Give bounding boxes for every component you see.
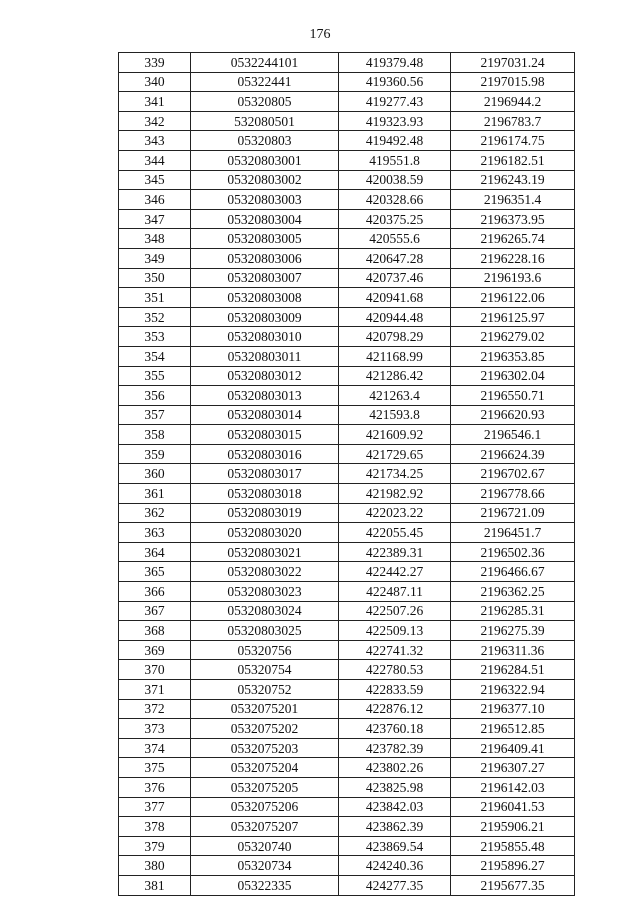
y-coordinate-cell: 2196311.36 bbox=[451, 640, 575, 660]
row-number-cell: 377 bbox=[119, 797, 191, 817]
table-row bbox=[119, 582, 575, 602]
x-coordinate-cell: 422876.12 bbox=[339, 699, 451, 719]
y-coordinate-cell: 2196142.03 bbox=[451, 777, 575, 797]
y-coordinate-cell: 2196373.95 bbox=[451, 209, 575, 229]
code-cell: 0532075205 bbox=[191, 777, 339, 797]
y-coordinate-cell: 2196275.39 bbox=[451, 621, 575, 641]
code-cell: 532080501 bbox=[191, 111, 339, 131]
row-number-cell: 363 bbox=[119, 523, 191, 543]
row-number-cell: 349 bbox=[119, 248, 191, 268]
table-row bbox=[119, 523, 575, 543]
code-cell: 05320756 bbox=[191, 640, 339, 660]
code-cell: 05320803009 bbox=[191, 307, 339, 327]
x-coordinate-cell: 423825.98 bbox=[339, 777, 451, 797]
y-coordinate-cell: 2196624.39 bbox=[451, 444, 575, 464]
y-coordinate-cell: 2196778.66 bbox=[451, 484, 575, 504]
code-cell: 05320803025 bbox=[191, 621, 339, 641]
y-coordinate-cell: 2196228.16 bbox=[451, 248, 575, 268]
code-cell: 0532075203 bbox=[191, 738, 339, 758]
y-coordinate-cell: 2195896.27 bbox=[451, 856, 575, 876]
code-cell: 05320803003 bbox=[191, 190, 339, 210]
coordinates-table bbox=[118, 52, 575, 896]
row-number-cell: 339 bbox=[119, 53, 191, 73]
code-cell: 0532075207 bbox=[191, 817, 339, 837]
row-number-cell: 365 bbox=[119, 562, 191, 582]
x-coordinate-cell: 423862.39 bbox=[339, 817, 451, 837]
y-coordinate-cell: 2196285.31 bbox=[451, 601, 575, 621]
x-coordinate-cell: 422442.27 bbox=[339, 562, 451, 582]
code-cell: 05320803008 bbox=[191, 288, 339, 308]
table-row bbox=[119, 817, 575, 837]
y-coordinate-cell: 2196721.09 bbox=[451, 503, 575, 523]
table-row bbox=[119, 248, 575, 268]
row-number-cell: 368 bbox=[119, 621, 191, 641]
row-number-cell: 354 bbox=[119, 346, 191, 366]
y-coordinate-cell: 2196302.04 bbox=[451, 366, 575, 386]
x-coordinate-cell: 424277.35 bbox=[339, 875, 451, 895]
table-row bbox=[119, 542, 575, 562]
y-coordinate-cell: 2196377.10 bbox=[451, 699, 575, 719]
y-coordinate-cell: 2196620.93 bbox=[451, 405, 575, 425]
page-number: 176 bbox=[309, 27, 331, 42]
row-number-cell: 352 bbox=[119, 307, 191, 327]
table-row bbox=[119, 131, 575, 151]
x-coordinate-cell: 421263.4 bbox=[339, 386, 451, 406]
row-number-cell: 353 bbox=[119, 327, 191, 347]
code-cell: 05320803002 bbox=[191, 170, 339, 190]
row-number-cell: 355 bbox=[119, 366, 191, 386]
x-coordinate-cell: 423869.54 bbox=[339, 836, 451, 856]
code-cell: 05322335 bbox=[191, 875, 339, 895]
y-coordinate-cell: 2196174.75 bbox=[451, 131, 575, 151]
x-coordinate-cell: 420941.68 bbox=[339, 288, 451, 308]
y-coordinate-cell: 2196284.51 bbox=[451, 660, 575, 680]
table-row bbox=[119, 836, 575, 856]
y-coordinate-cell: 2196502.36 bbox=[451, 542, 575, 562]
x-coordinate-cell: 420038.59 bbox=[339, 170, 451, 190]
table-row bbox=[119, 601, 575, 621]
code-cell: 05320803018 bbox=[191, 484, 339, 504]
row-number-cell: 346 bbox=[119, 190, 191, 210]
code-cell: 05320803011 bbox=[191, 346, 339, 366]
row-number-cell: 343 bbox=[119, 131, 191, 151]
row-number-cell: 358 bbox=[119, 425, 191, 445]
code-cell: 05320803004 bbox=[191, 209, 339, 229]
x-coordinate-cell: 422507.26 bbox=[339, 601, 451, 621]
row-number-cell: 374 bbox=[119, 738, 191, 758]
row-number-cell: 351 bbox=[119, 288, 191, 308]
row-number-cell: 370 bbox=[119, 660, 191, 680]
row-number-cell: 376 bbox=[119, 777, 191, 797]
y-coordinate-cell: 2196322.94 bbox=[451, 680, 575, 700]
code-cell: 05320803007 bbox=[191, 268, 339, 288]
y-coordinate-cell: 2196466.67 bbox=[451, 562, 575, 582]
y-coordinate-cell: 2196182.51 bbox=[451, 150, 575, 170]
table-row bbox=[119, 699, 575, 719]
code-cell: 05320803014 bbox=[191, 405, 339, 425]
y-coordinate-cell: 2197015.98 bbox=[451, 72, 575, 92]
x-coordinate-cell: 419551.8 bbox=[339, 150, 451, 170]
row-number-cell: 362 bbox=[119, 503, 191, 523]
x-coordinate-cell: 422487.11 bbox=[339, 582, 451, 602]
table-row bbox=[119, 229, 575, 249]
table-row bbox=[119, 425, 575, 445]
y-coordinate-cell: 2195906.21 bbox=[451, 817, 575, 837]
row-number-cell: 341 bbox=[119, 92, 191, 112]
code-cell: 05320805 bbox=[191, 92, 339, 112]
code-cell: 0532075201 bbox=[191, 699, 339, 719]
x-coordinate-cell: 423760.18 bbox=[339, 719, 451, 739]
x-coordinate-cell: 421982.92 bbox=[339, 484, 451, 504]
code-cell: 0532075202 bbox=[191, 719, 339, 739]
x-coordinate-cell: 421593.8 bbox=[339, 405, 451, 425]
row-number-cell: 380 bbox=[119, 856, 191, 876]
x-coordinate-cell: 421609.92 bbox=[339, 425, 451, 445]
y-coordinate-cell: 2196512.85 bbox=[451, 719, 575, 739]
x-coordinate-cell: 423802.26 bbox=[339, 758, 451, 778]
table-row bbox=[119, 758, 575, 778]
x-coordinate-cell: 422833.59 bbox=[339, 680, 451, 700]
y-coordinate-cell: 2196122.06 bbox=[451, 288, 575, 308]
x-coordinate-cell: 419323.93 bbox=[339, 111, 451, 131]
table-row bbox=[119, 386, 575, 406]
code-cell: 0532075204 bbox=[191, 758, 339, 778]
code-cell: 05320803023 bbox=[191, 582, 339, 602]
code-cell: 05320803020 bbox=[191, 523, 339, 543]
row-number-cell: 360 bbox=[119, 464, 191, 484]
row-number-cell: 364 bbox=[119, 542, 191, 562]
y-coordinate-cell: 2196265.74 bbox=[451, 229, 575, 249]
y-coordinate-cell: 2196243.19 bbox=[451, 170, 575, 190]
table-row bbox=[119, 268, 575, 288]
row-number-cell: 378 bbox=[119, 817, 191, 837]
x-coordinate-cell: 421734.25 bbox=[339, 464, 451, 484]
code-cell: 05320803019 bbox=[191, 503, 339, 523]
x-coordinate-cell: 421286.42 bbox=[339, 366, 451, 386]
row-number-cell: 367 bbox=[119, 601, 191, 621]
y-coordinate-cell: 2196944.2 bbox=[451, 92, 575, 112]
table-row bbox=[119, 150, 575, 170]
row-number-cell: 350 bbox=[119, 268, 191, 288]
code-cell: 05320740 bbox=[191, 836, 339, 856]
table-row bbox=[119, 562, 575, 582]
code-cell: 0532075206 bbox=[191, 797, 339, 817]
x-coordinate-cell: 423842.03 bbox=[339, 797, 451, 817]
table-row bbox=[119, 875, 575, 895]
y-coordinate-cell: 2196546.1 bbox=[451, 425, 575, 445]
table-row bbox=[119, 621, 575, 641]
row-number-cell: 361 bbox=[119, 484, 191, 504]
x-coordinate-cell: 419379.48 bbox=[339, 53, 451, 73]
table-row bbox=[119, 327, 575, 347]
x-coordinate-cell: 420375.25 bbox=[339, 209, 451, 229]
table-row bbox=[119, 484, 575, 504]
x-coordinate-cell: 420737.46 bbox=[339, 268, 451, 288]
y-coordinate-cell: 2196193.6 bbox=[451, 268, 575, 288]
x-coordinate-cell: 419277.43 bbox=[339, 92, 451, 112]
code-cell: 05320734 bbox=[191, 856, 339, 876]
table-row bbox=[119, 72, 575, 92]
x-coordinate-cell: 420555.6 bbox=[339, 229, 451, 249]
code-cell: 05320803013 bbox=[191, 386, 339, 406]
x-coordinate-cell: 420944.48 bbox=[339, 307, 451, 327]
row-number-cell: 347 bbox=[119, 209, 191, 229]
code-cell: 05320803012 bbox=[191, 366, 339, 386]
code-cell: 0532244101 bbox=[191, 53, 339, 73]
x-coordinate-cell: 422389.31 bbox=[339, 542, 451, 562]
table-row bbox=[119, 405, 575, 425]
x-coordinate-cell: 422509.13 bbox=[339, 621, 451, 641]
table-body bbox=[119, 53, 575, 896]
code-cell: 05320803015 bbox=[191, 425, 339, 445]
row-number-cell: 379 bbox=[119, 836, 191, 856]
row-number-cell: 366 bbox=[119, 582, 191, 602]
y-coordinate-cell: 2196702.67 bbox=[451, 464, 575, 484]
table-row bbox=[119, 53, 575, 73]
row-number-cell: 348 bbox=[119, 229, 191, 249]
y-coordinate-cell: 2196279.02 bbox=[451, 327, 575, 347]
code-cell: 05320803022 bbox=[191, 562, 339, 582]
code-cell: 05320803001 bbox=[191, 150, 339, 170]
table-row bbox=[119, 856, 575, 876]
row-number-cell: 345 bbox=[119, 170, 191, 190]
table-row bbox=[119, 738, 575, 758]
table-row bbox=[119, 190, 575, 210]
table-row bbox=[119, 660, 575, 680]
code-cell: 05320803005 bbox=[191, 229, 339, 249]
y-coordinate-cell: 2196783.7 bbox=[451, 111, 575, 131]
y-coordinate-cell: 2195855.48 bbox=[451, 836, 575, 856]
code-cell: 05320803024 bbox=[191, 601, 339, 621]
y-coordinate-cell: 2196351.4 bbox=[451, 190, 575, 210]
x-coordinate-cell: 422780.53 bbox=[339, 660, 451, 680]
code-cell: 05320803021 bbox=[191, 542, 339, 562]
y-coordinate-cell: 2196409.41 bbox=[451, 738, 575, 758]
row-number-cell: 342 bbox=[119, 111, 191, 131]
table-row bbox=[119, 640, 575, 660]
row-number-cell: 344 bbox=[119, 150, 191, 170]
y-coordinate-cell: 2196451.7 bbox=[451, 523, 575, 543]
row-number-cell: 371 bbox=[119, 680, 191, 700]
x-coordinate-cell: 420647.28 bbox=[339, 248, 451, 268]
code-cell: 05320803010 bbox=[191, 327, 339, 347]
row-number-cell: 369 bbox=[119, 640, 191, 660]
row-number-cell: 372 bbox=[119, 699, 191, 719]
table-row bbox=[119, 170, 575, 190]
y-coordinate-cell: 2196307.27 bbox=[451, 758, 575, 778]
table-row bbox=[119, 464, 575, 484]
x-coordinate-cell: 420798.29 bbox=[339, 327, 451, 347]
code-cell: 05320803 bbox=[191, 131, 339, 151]
x-coordinate-cell: 424240.36 bbox=[339, 856, 451, 876]
x-coordinate-cell: 423782.39 bbox=[339, 738, 451, 758]
table-row bbox=[119, 680, 575, 700]
table-row bbox=[119, 366, 575, 386]
x-coordinate-cell: 421168.99 bbox=[339, 346, 451, 366]
code-cell: 05320754 bbox=[191, 660, 339, 680]
y-coordinate-cell: 2197031.24 bbox=[451, 53, 575, 73]
y-coordinate-cell: 2196125.97 bbox=[451, 307, 575, 327]
code-cell: 05320803006 bbox=[191, 248, 339, 268]
row-number-cell: 340 bbox=[119, 72, 191, 92]
row-number-cell: 357 bbox=[119, 405, 191, 425]
row-number-cell: 359 bbox=[119, 444, 191, 464]
row-number-cell: 373 bbox=[119, 719, 191, 739]
table-row bbox=[119, 719, 575, 739]
y-coordinate-cell: 2195677.35 bbox=[451, 875, 575, 895]
table-row bbox=[119, 503, 575, 523]
table-row bbox=[119, 288, 575, 308]
code-cell: 05320752 bbox=[191, 680, 339, 700]
x-coordinate-cell: 422741.32 bbox=[339, 640, 451, 660]
row-number-cell: 381 bbox=[119, 875, 191, 895]
row-number-cell: 375 bbox=[119, 758, 191, 778]
x-coordinate-cell: 422055.45 bbox=[339, 523, 451, 543]
table-row bbox=[119, 346, 575, 366]
y-coordinate-cell: 2196362.25 bbox=[451, 582, 575, 602]
code-cell: 05320803017 bbox=[191, 464, 339, 484]
x-coordinate-cell: 422023.22 bbox=[339, 503, 451, 523]
x-coordinate-cell: 419492.48 bbox=[339, 131, 451, 151]
y-coordinate-cell: 2196550.71 bbox=[451, 386, 575, 406]
code-cell: 05322441 bbox=[191, 72, 339, 92]
table-row bbox=[119, 111, 575, 131]
x-coordinate-cell: 420328.66 bbox=[339, 190, 451, 210]
row-number-cell: 356 bbox=[119, 386, 191, 406]
x-coordinate-cell: 421729.65 bbox=[339, 444, 451, 464]
table-row bbox=[119, 307, 575, 327]
table-row bbox=[119, 209, 575, 229]
table-row bbox=[119, 92, 575, 112]
table-row bbox=[119, 777, 575, 797]
code-cell: 05320803016 bbox=[191, 444, 339, 464]
y-coordinate-cell: 2196041.53 bbox=[451, 797, 575, 817]
x-coordinate-cell: 419360.56 bbox=[339, 72, 451, 92]
table-row bbox=[119, 444, 575, 464]
y-coordinate-cell: 2196353.85 bbox=[451, 346, 575, 366]
table-row bbox=[119, 797, 575, 817]
